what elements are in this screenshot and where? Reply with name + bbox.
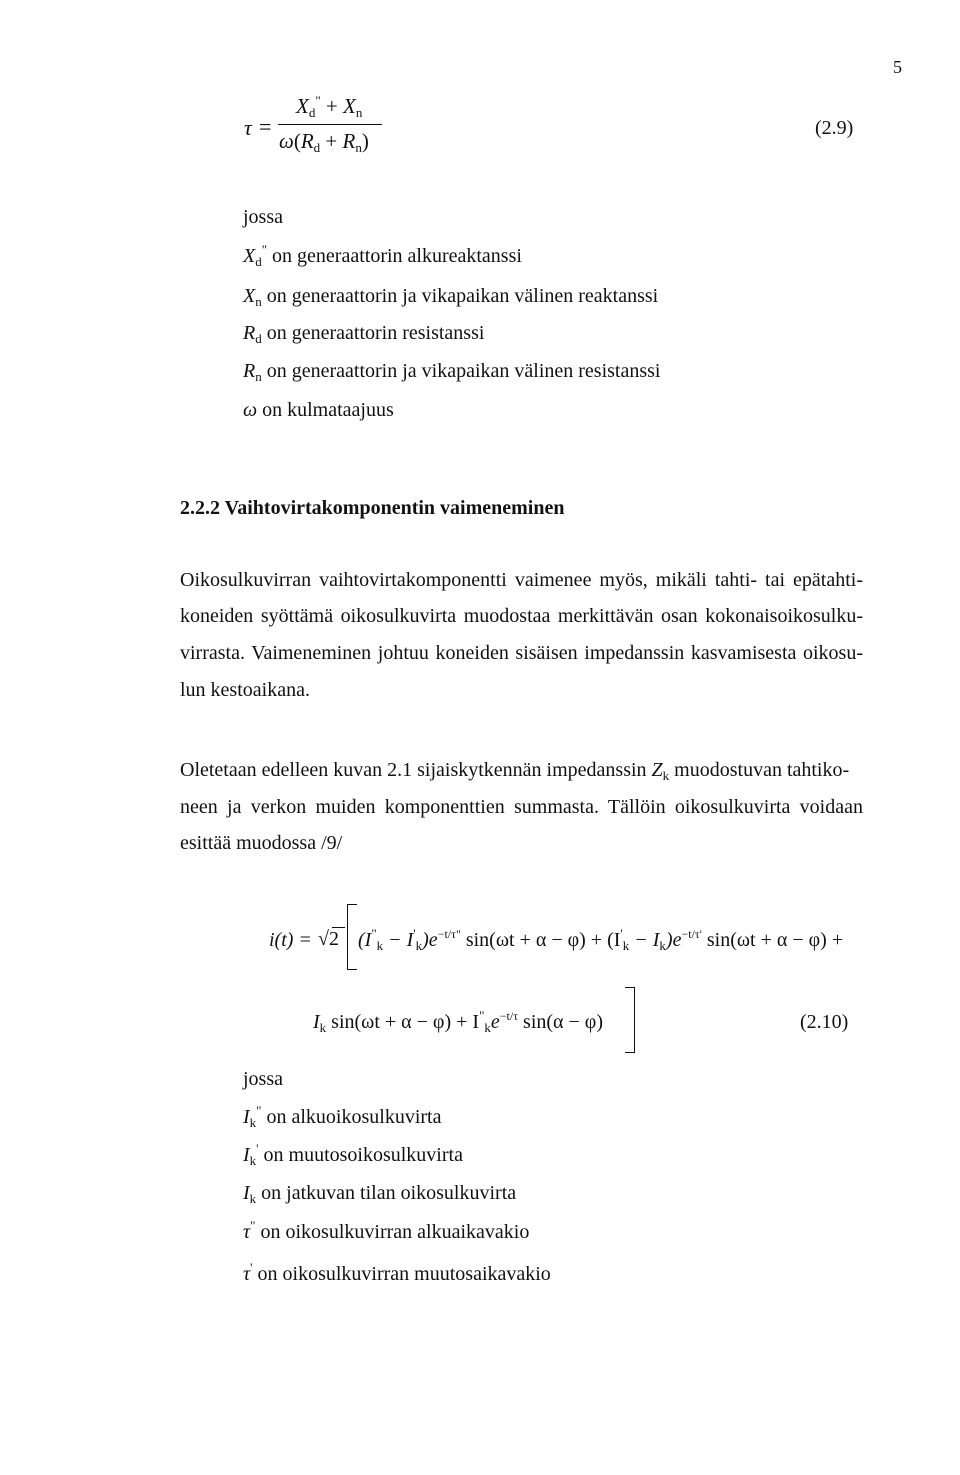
eq210-lhs: i(t) = — [269, 929, 312, 951]
where1-label: jossa — [243, 206, 283, 228]
where2-item: $I_k^"$ on alkuoikosulkuvirta — [243, 1103, 442, 1130]
eq210-number: (2.10) — [800, 1011, 849, 1033]
eq210-left-bracket — [347, 904, 357, 970]
where1-item: $X_n$ on generaattorin ja vikapaikan välinen reaktanssi — [243, 285, 659, 309]
paragraph-line: lun kestoaikana. — [180, 679, 310, 701]
page-number: 5 — [893, 57, 902, 77]
where1-item: $R_d$ on generaattorin resistanssi — [243, 322, 485, 346]
paragraph-line: koneiden syöttämä oikosulkuvirta muodostaa merkittävän osan kokonaisoikosulku- — [180, 605, 863, 627]
section-heading: 2.2.2 Vaihtovirtakomponentin vaimeneminen — [180, 497, 565, 519]
eq29-equals: = — [259, 114, 272, 139]
paragraph-line: virrasta. Vaimeneminen johtuu koneiden sisäisen impedanssin kasvamisesta oikosu- — [180, 642, 863, 664]
paragraph-line: Oikosulkuvirran vaihtovirtakomponentti vaimenee myös, mikäli tahti- tai epätahti- — [180, 569, 863, 591]
where1-item: $X_d^"$ on generaattorin alkureaktanssi — [243, 242, 522, 269]
paragraph-line: Oletetaan edelleen kuvan 2.1 sijaiskytkennän impedanssin $Z_k$ muodostuvan tahtiko- — [180, 759, 850, 783]
eq29-denominator: $\omega(R_d + R_n)$ — [279, 129, 369, 155]
where2-item: $I_k'$ on muutosoikosulkuvirta — [243, 1141, 463, 1168]
eq210-right-bracket — [625, 987, 635, 1053]
where2-label: jossa — [243, 1068, 283, 1090]
eq29-tau: τ — [244, 115, 252, 140]
where2-item: $I_k$ on jatkuvan tilan oikosulkuvirta — [243, 1182, 517, 1206]
eq29-fraction-bar — [278, 124, 382, 125]
where1-item: $R_n$ on generaattorin ja vikapaikan välinen resistanssi — [243, 360, 661, 384]
where2-item: τ" on oikosulkuvirran alkuaikavakio — [243, 1218, 530, 1243]
eq210-sqrt: √2 — [318, 928, 339, 950]
where1-item: ω on kulmataajuus — [243, 399, 394, 421]
eq29-numerator: $X_d^" + X_n$ — [296, 93, 363, 120]
paragraph-line: neen ja verkon muiden komponenttien summasta. Tällöin oikosulkuvirta voidaan — [180, 796, 863, 818]
where2-item: τ' on oikosulkuvirran muutosaikavakio — [243, 1260, 551, 1285]
eq29-number: (2.9) — [815, 117, 854, 139]
paragraph-line: esittää muodossa /9/ — [180, 832, 343, 854]
eq210-sqrt-bar — [332, 927, 345, 928]
eq210-line-2: $I_k$ $\sin(\omega t + \alpha - \varphi) + I^"_ke^{-t/\tau}$ sin(α − φ) — [313, 1008, 604, 1035]
eq210-line-1: $(I^"_k - I'_k)e^{-t/\tau"}$ $\sin(\omega t + \alpha - \varphi) + (I'_k - I_k)e^{-t/\tau'}$ sin(ωt + α − φ) + — [358, 926, 844, 953]
